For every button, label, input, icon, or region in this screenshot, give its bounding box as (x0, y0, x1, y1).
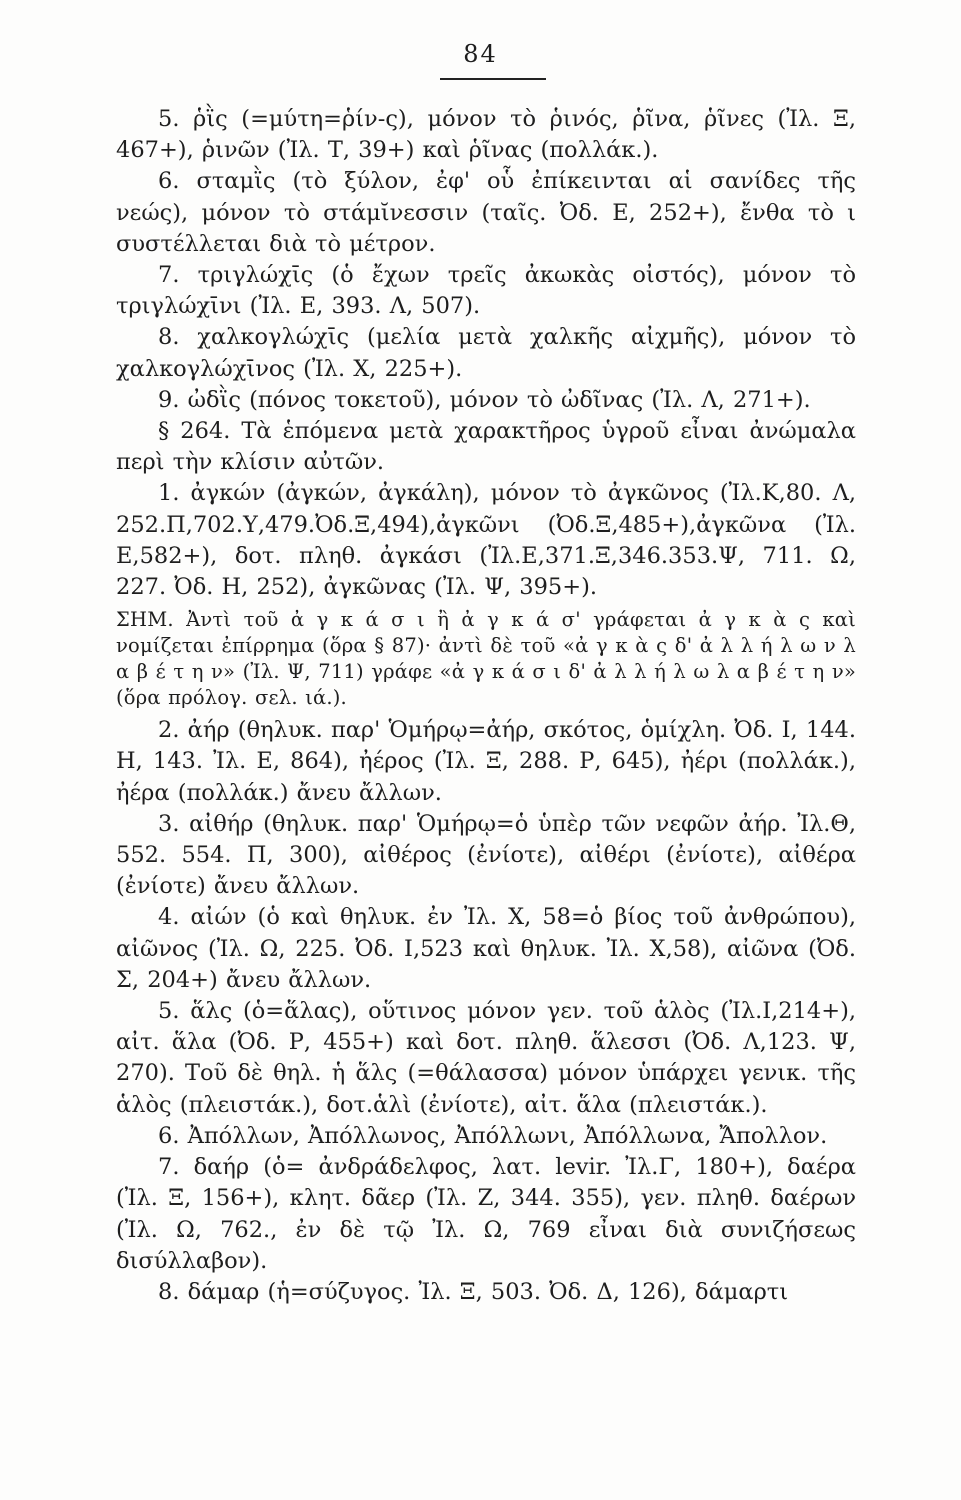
entry-paragraph: 4. αἰών (ὁ καὶ θηλυκ. ἐν Ἰλ. Χ, 58=ὁ βίος τοῦ ἀνθρώπου), αἰῶνος (Ἰλ. Ω, 225. Ὀδ. Ι,523 καὶ θηλυκ. Ἰλ. Χ,58), αἰῶνα (Ὀδ. Σ, 204+) ἄνευ ἄλλων. (116, 904, 856, 993)
page-number: 84 (463, 40, 498, 68)
entry-paragraph: 6. Ἀπόλλων, Ἀπόλλωνος, Ἀπόλλωνι, Ἀπόλλωνα, Ἄπολλον. (158, 1122, 828, 1149)
entry-paragraph: 7. δαήρ (ὁ= ἀνδράδελφος, λατ. levir. Ἰλ.Γ, 180+), δαέρα (Ἰλ. Ξ, 156+), κλητ. δᾶερ (Ἰλ. Ζ, 344. 355), γεν. πληθ. δαέρων (Ἰλ. Ω, 762., ἐν δὲ τῷ Ἰλ. Ω, 769 εἶναι διὰ συνιζήσεως δισύλλαβον). (116, 1154, 856, 1274)
section-heading-paragraph: § 264. Τὰ ἑπόμενα μετὰ χαρακτῆρος ὑγροῦ εἶναι ἀνώμαλα περὶ τὴν κλίσιν αὐτῶν. (116, 418, 856, 476)
entry-paragraph: 5. ῥῒς (=μύτη=ῥίν-ς), μόνον τὸ ῥινός, ῥῖνα, ῥῖνες (Ἰλ. Ξ, 467+), ῥινῶν (Ἰλ. Τ, 39+) καὶ ῥῖνας (πολλάκ.). (116, 106, 856, 164)
entry-paragraph: 6. σταμῒς (τὸ ξύλον, ἐφ' οὗ ἐπίκεινται αἱ σανίδες τῆς νεώς), μόνον τὸ στάμῐνεσσιν (ταῖς. Ὀδ. Ε, 252+), ἔνθα τὸ ι συστέλλεται διὰ τὸ μέτρον. (116, 168, 856, 257)
entry-paragraph: 5. ἅλς (ὁ=ἅλας), οὕτινος μόνον γεν. τοῦ ἁλὸς (Ἰλ.Ι,214+), αἰτ. ἅλα (Ὀδ. Ρ, 455+) καὶ δοτ. πληθ. ἅλεσσι (Ὀδ. Λ,123. Ψ, 270). Τοῦ δὲ θηλ. ἡ ἅλς (=θάλασσα) μόνον ὑπάρχει γενικ. τῆς ἁλὸς (πλειστάκ.), δοτ.ἁλὶ (ἐνίοτε), αἰτ. ἅλα (πλειστάκ.). (116, 998, 856, 1118)
text-body (116, 104, 856, 1308)
entry-paragraph: 9. ὠδῒς (πόνος τοκετοῦ), μόνον τὸ ὠδῖνας (Ἰλ. Λ, 271+). (158, 386, 811, 413)
note-paragraph: ΣΗΜ. Ἀντὶ τοῦ ἀ γ κ ά σ ι ἢ ἀ γ κ ά σ' γράφεται ἀ γ κ ὰ ς καὶ νομίζεται ἐπίρρημα (ὅρα § 87)· ἀντὶ δὲ τοῦ «ἀ γ κ ὰ ς δ' ἀ λ λ ή λ ω ν λ α β έ τ η ν» (Ἰλ. Ψ, 711) γράφε «ἀ γ κ ά σ ι δ' ἀ λ λ ή λ ω λ α β έ τ η ν» (ὅρα πρόλογ. σελ. ιά.). (116, 608, 857, 710)
entry-paragraph: 8. δάμαρ (ἡ=σύζυγος. Ἰλ. Ξ, 503. Ὀδ. Δ, 126), δάμαρτι (158, 1278, 789, 1305)
entry-paragraph: 1. ἀγκών (ἀγκών, ἀγκάλη), μόνον τὸ ἀγκῶνος (Ἰλ.Κ,80. Λ, 252.Π,702.Υ,479.Ὀδ.Ξ,494),ἀγκῶνι (Ὀδ.Ξ,485+),ἀγκῶνα (Ἰλ. Ε,582+), δοτ. πληθ. ἀγκάσι (Ἰλ.Ε,371.Ξ,346.353.Ψ, 711. Ω, 227. Ὀδ. Η, 252), ἀγκῶνας (Ἰλ. Ψ, 395+). (116, 480, 856, 601)
entry-paragraph: 3. αἰθήρ (θηλυκ. παρ' Ὁμήρῳ=ὁ ὑπὲρ τῶν νεφῶν ἀήρ. Ἰλ.Θ, 552. 554. Π, 300), αἰθέρος (ἐνίοτε), αἰθέρι (ἐνίοτε), αἰθέρα (ἐνίοτε) ἄνευ ἄλλων. (116, 810, 856, 900)
entry-paragraph: 2. ἀήρ (θηλυκ. παρ' Ὁμήρῳ=ἀήρ, σκότος, ὁμίχλη. Ὀδ. Ι, 144. Η, 143. Ἰλ. Ε, 864), ἠέρος (Ἰλ. Ξ, 288. Ρ, 645), ἠέρι (πολλάκ.), ἠέρα (πολλάκ.) ἄνευ ἄλλων. (116, 717, 856, 806)
header-rule (440, 78, 546, 80)
entry-paragraph: 8. χαλκογλώχῑς (μελία μετὰ χαλκῆς αἰχμῆς), μόνον τὸ χαλκογλώχῑνος (Ἰλ. Χ, 225+). (116, 324, 856, 382)
entry-paragraph: 7. τριγλώχῑς (ὁ ἔχων τρεῖς ἀκωκὰς οἰστός), μόνον τὸ τριγλώχῑνι (Ἰλ. Ε, 393. Λ, 507). (116, 262, 856, 320)
